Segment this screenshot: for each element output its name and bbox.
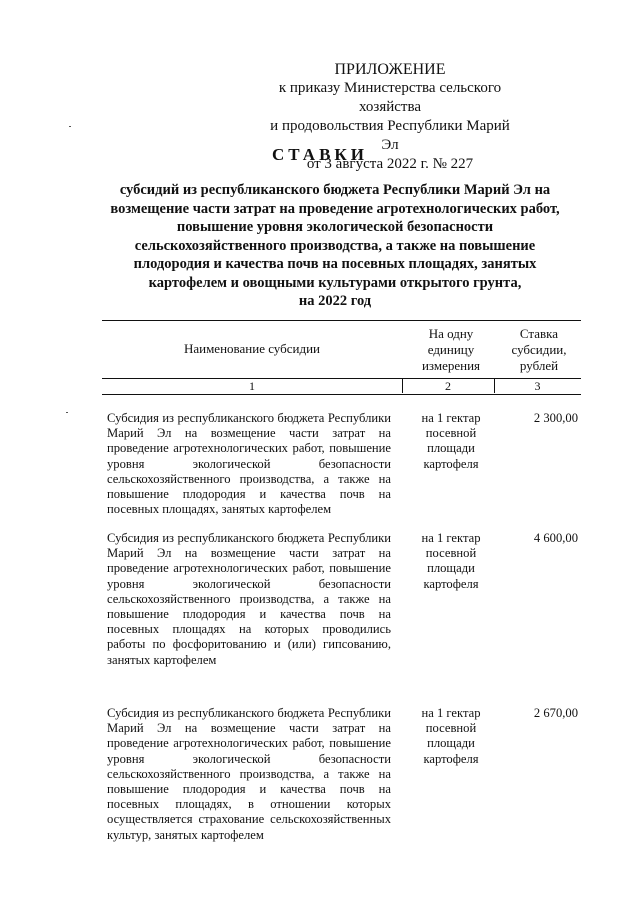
table-row-2-unit: на 1 гектар посевной площади картофеля [421, 531, 481, 591]
header-rate: Ставка субсидии, рублей [511, 326, 567, 373]
column-number-1: 1 [249, 379, 255, 393]
column-number-3: 3 [534, 379, 541, 393]
table-row-3-rate: 2 670,00 [533, 706, 578, 720]
subtitle-line: сельскохозяйственного производства, а также на повышение [134, 237, 536, 254]
header-unit: На одну единицу измерения [421, 326, 481, 373]
table-row-3-description: Субсидия из республиканского бюджета Республики Марий Эл на возмещение части затрат на проведение агротехнологических работ, повышение уровня экологической безопасности сельскохозяйственного производства, а также на повышение плодородия и качества почв на посевных площадях, в отношении которых осуществляется страхование сельскохозяйственных культур, занятых картофелем [107, 706, 391, 842]
subtitle-line: картофелем и овощными культурами открытого грунта, [148, 274, 522, 291]
header-subsidy-name: Наименование субсидии [183, 341, 321, 356]
appendix-line: от 3 августа 2022 г. № 227 [306, 156, 474, 172]
subtitle-line: субсидий из республиканского бюджета Республики Марий Эл на [119, 182, 551, 198]
appendix-line: к приказу Министерства сельского хозяйства [278, 80, 502, 115]
table-row-1-rate: 2 300,00 [533, 411, 578, 425]
column-number-2: 2 [445, 379, 451, 393]
subtitle-line: плодородия и качества почв на посевных площадях, занятых [133, 256, 537, 272]
appendix-title: ПРИЛОЖЕНИЕ [334, 61, 446, 78]
table-row-1-unit: на 1 гектар посевной площади картофеля [421, 411, 481, 471]
document-subtitle [95, 181, 575, 311]
appendix-line: и продовольствия Республики Марий Эл [270, 118, 510, 153]
document-title: СТАВКИ [272, 145, 368, 164]
table-row-3-unit: на 1 гектар посевной площади картофеля [421, 706, 481, 766]
subtitle-line: возмещение части затрат на проведение агротехнологических работ, [110, 200, 560, 217]
table-row-2-description: Субсидия из республиканского бюджета Республики Марий Эл на возмещение части затрат на проведение агротехнологических работ, повышение уровня экологической безопасности сельскохозяйственного производства, а также на повышение плодородия и качества почв на посевных площадях на которых проводились работы по фосфоритованию и (или) гипсованию, занятых картофелем [107, 531, 391, 667]
table-row-2-rate: 4 600,00 [533, 531, 578, 545]
subtitle-line: повышение уровня экологической безопасности [176, 219, 494, 235]
subtitle-line: на 2022 год [298, 293, 372, 309]
scan-speck [66, 412, 68, 413]
table-top-border [102, 320, 581, 321]
scan-speck [69, 126, 71, 127]
table-row-1-description: Субсидия из республиканского бюджета Республики Марий Эл на возмещение части затрат на проведение агротехнологических работ, повышение уровня экологической безопасности сельскохозяйственного производства, а также на повышение плодородия и качества почв на посевных площадях, занятых картофелем [107, 411, 391, 517]
